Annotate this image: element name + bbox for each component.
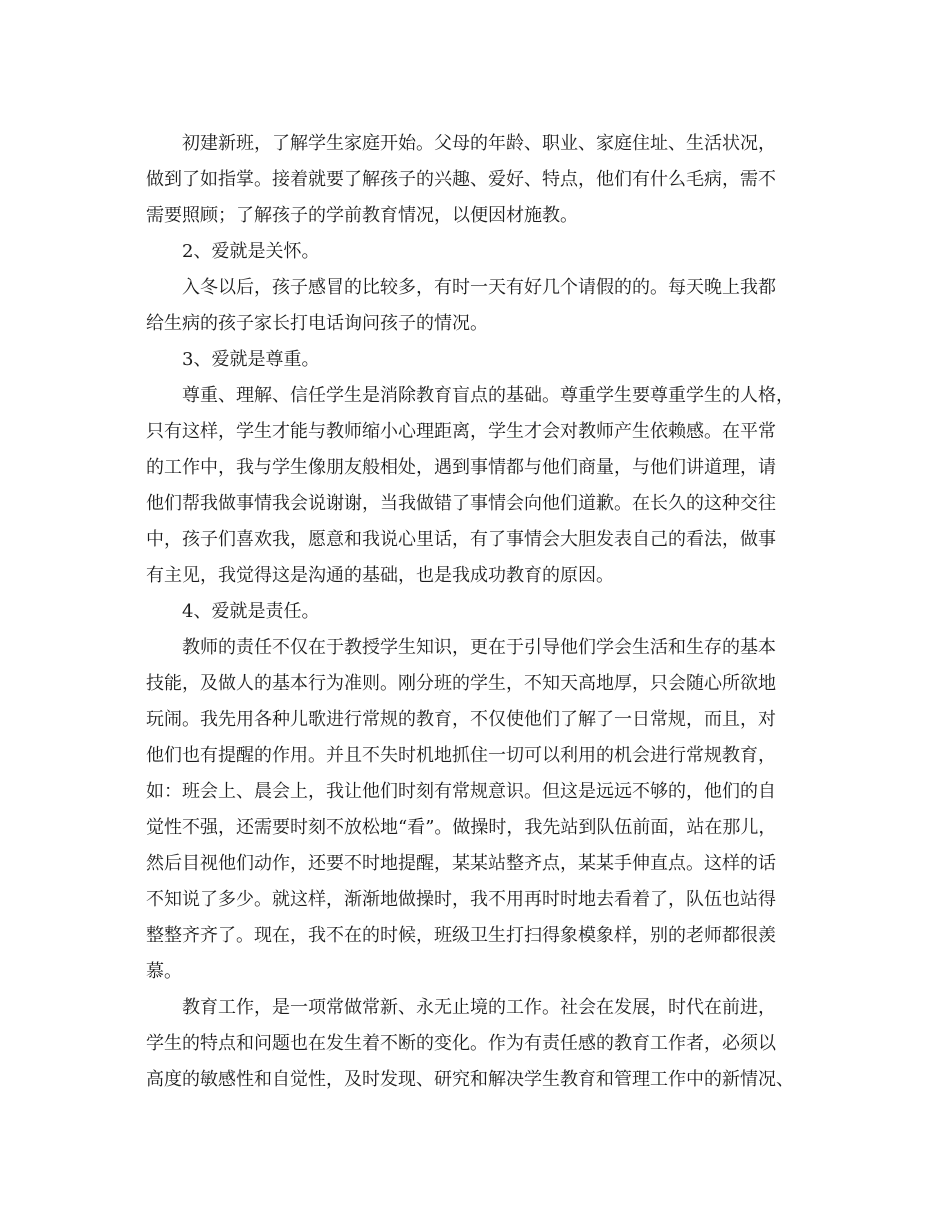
paragraph-line: 中，孩子们喜欢我，愿意和我说心里话，有了事情会大胆发表自己的看法，做事: [146, 529, 776, 550]
paragraph-line: 初建新班，了解学生家庭开始。父母的年龄、职业、家庭住址、生活状况，: [182, 133, 776, 154]
paragraph-line: 高度的敏感性和自觉性，及时发现、研究和解决学生教育和管理工作中的新情况、: [146, 1069, 794, 1090]
paragraph-line: 技能，及做人的基本行为准则。刚分班的学生，不知天高地厚，只会随心所欲地: [146, 673, 776, 694]
paragraph-line: 有主见，我觉得这是沟通的基础，也是我成功教育的原因。: [146, 565, 614, 586]
paragraph-line: 教育工作，是一项常做常新、永无止境的工作。社会在发展，时代在前进，: [182, 997, 776, 1018]
document-body: [146, 126, 806, 1098]
paragraph-line: 教师的责任不仅在于教授学生知识，更在于引导他们学会生活和生存的基本: [182, 637, 776, 658]
paragraph-line: 然后目视他们动作，还要不时地提醒，某某站整齐点，某某手伸直点。这样的话: [146, 853, 776, 874]
paragraph-line: 玩闹。我先用各种儿歌进行常规的教育，不仅使他们了解了一日常规，而且，对: [146, 709, 776, 730]
paragraph-line: 他们帮我做事情我会说谢谢，当我做错了事情会向他们道歉。在长久的这种交往: [146, 493, 776, 514]
paragraph-line: 入冬以后，孩子感冒的比较多，有时一天有好几个请假的的。每天晚上我都: [182, 277, 776, 298]
paragraph-line: 的工作中，我与学生像朋友般相处，遇到事情都与他们商量，与他们讲道理，请: [146, 457, 776, 478]
paragraph-line: 只有这样，学生才能与教师缩小心理距离，学生才会对教师产生依赖感。在平常: [146, 421, 776, 442]
section-heading: 3、爱就是尊重。: [182, 349, 320, 370]
paragraph-line: 他们也有提醒的作用。并且不失时机地抓住一切可以利用的机会进行常规教育，: [146, 745, 776, 766]
paragraph-line: 整整齐齐了。现在，我不在的时候，班级卫生打扫得象模象样，别的老师都很羡: [146, 925, 776, 946]
paragraph-line: 做到了如指掌。接着就要了解孩子的兴趣、爱好、特点，他们有什么毛病，需不: [146, 169, 776, 190]
section-heading: 4、爱就是责任。: [182, 601, 320, 622]
paragraph-line: 需要照顾；了解孩子的学前教育情况，以便因材施教。: [146, 205, 578, 226]
paragraph-line: 不知说了多少。就这样，渐渐地做操时，我不用再时时地去看着了，队伍也站得: [146, 889, 776, 910]
section-heading: 2、爱就是关怀。: [182, 241, 320, 262]
paragraph-line: 尊重、理解、信任学生是消除教育盲点的基础。尊重学生要尊重学生的人格，: [182, 385, 794, 406]
paragraph-line: 觉性不强，还需要时刻不放松地“看”。做操时，我先站到队伍前面，站在那儿，: [146, 817, 777, 838]
paragraph-line: 慕。: [146, 961, 182, 982]
paragraph-line: 如：班会上、晨会上，我让他们时刻有常规意识。但这是远远不够的，他们的自: [146, 781, 776, 802]
paragraph-line: 学生的特点和问题也在发生着不断的变化。作为有责任感的教育工作者，必须以: [146, 1033, 776, 1054]
paragraph-line: 给生病的孩子家长打电话询问孩子的情况。: [146, 313, 488, 334]
